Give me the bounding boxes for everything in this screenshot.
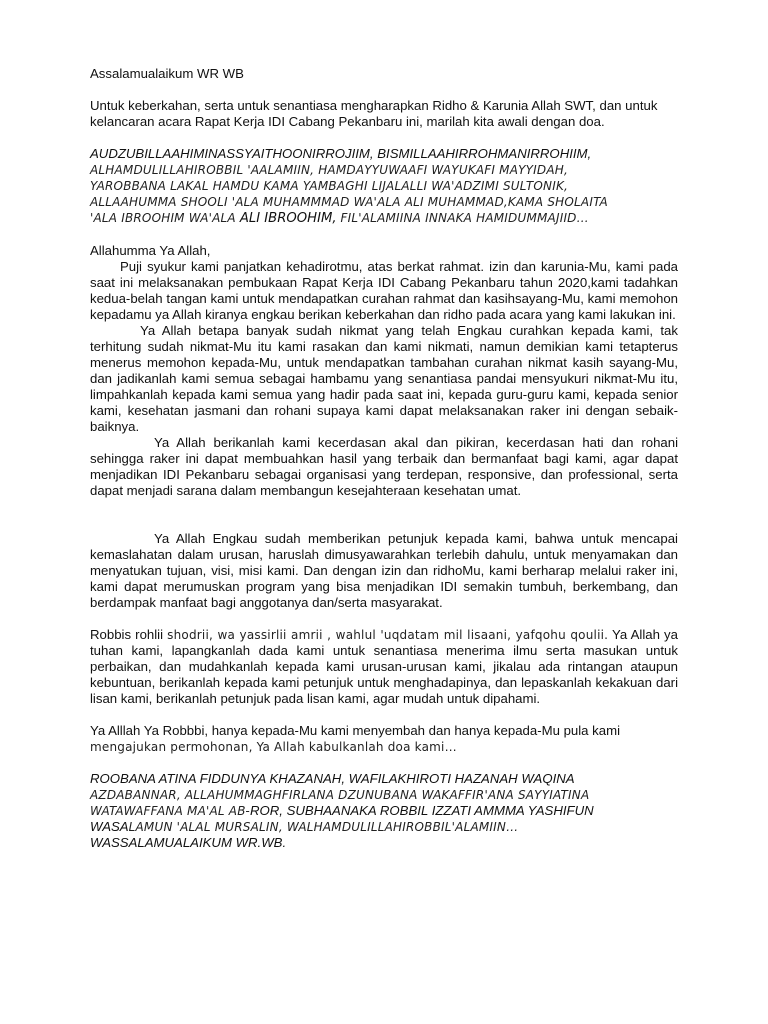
- opening-prayer-line-5b: ALI IBROOHIM,: [239, 211, 337, 226]
- paragraph-3: Ya Allah berikanlah kami kecerdasan akal dan pikiran, kecerdasan hati dan rohani sehingga raker ini dapat membuahkan hasil yang terbaik dan bermanfaat bagi kami, agar dapat menjadikan IDI Pekanbaru sebagai organisasi yang terdepan, responsive, dan professional, serta dapat menjadi sarana dalam membangun kesejahteraan kesehatan umat.: [90, 435, 678, 498]
- opening-prayer-line-2: ALHAMDULILLAHIROBBIL 'AALAMIIN, HAMDAYYUWAAFI WAYUKAFI MAYYIDAH,: [90, 163, 568, 177]
- paragraph-1: Puji syukur kami panjatkan kehadirotmu, atas berkat rahmat. izin dan karunia-Mu, kami pada saat ini melaksanakan pembukaan Rapat Kerja IDI Cabang Pekanbaru tahun 2020,kami tadahkan kedua-belah tangan kami untuk mendapatkan curahan rahmat dan kasihsayang-Mu, kami memohon kepadamu ya Allah kiranya engkau berikan keberkahan dan ridho pada acara yang kami lakukan ini.: [90, 259, 678, 322]
- closing-prayer: [90, 771, 678, 851]
- paragraph-5-rest: Ya Allah ya tuhan kami, lapangkanlah dada kami untuk senantiasa menerima ilmu serta masukan untuk perbaikan, dan mudahkanlah kepada kami urusan-urusan kami, jikalau ada rintangan ataupun kebuntuan, berikanlah kepada kami petunjuk untuk menghadapinya, dan lepaskanlah kekakuan dari lisan kami, berikanlah petunjuk pada lisan kami, agar mudah untuk dipahami.: [90, 627, 678, 706]
- document-page: [90, 66, 678, 851]
- paragraph-4: Ya Allah Engkau sudah memberikan petunjuk kepada kami, bahwa untuk mencapai kemaslahatan dalam urusan, haruslah dimusyawarahkan terlebih dahulu, untuk menyamakan dan menyatukan tujuan, visi, misi kami. Dan dengan izin dan ridhoMu, kami berharap melalui raker ini, kami dapat merumuskan program yang bisa menjadikan IDI semakin tumbuh, berkembang, dan berdampak manfaat bagi anggotanya dan/serta masyarakat.: [90, 531, 678, 610]
- paragraph-5: [90, 627, 678, 707]
- salutation: Allahumma Ya Allah,: [90, 243, 211, 258]
- closing-prayer-line-4: [90, 819, 678, 835]
- closing-prayer-line-3: [90, 803, 678, 819]
- opening-prayer-line-5a: 'ALA IBROOHIM WA'ALA: [90, 211, 240, 225]
- opening-prayer-line-3: YAROBBANA LAKAL HAMDU KAMA YAMBAGHI LIJALALLI WA'ADZIMI SULTONIK,: [90, 179, 569, 193]
- intro-paragraph: Untuk keberkahan, serta untuk senantiasa mengharapkan Ridho & Karunia Allah SWT, dan untuk kelancaran acara Rapat Kerja IDI Cabang Pekanbaru ini, marilah kita awali dengan doa.: [90, 98, 658, 129]
- closing-prayer-line-1: ROOBANA ATINA FIDDUNYA KHAZANAH, WAFILAKHIROTI HAZANAH WAQINA: [90, 771, 575, 786]
- paragraph-2: Ya Allah betapa banyak sudah nikmat yang telah Engkau curahkan kepada kami, tak terhitung sudah nikmat-Mu itu kami rasakan dan kami nikmati, namun demikian kami tetapterus menerus memohon kepada-Mu, untuk mendapatkan tambahan curahan nikmat kasih sayang-Mu, dan jadikanlah kami semua sebagai hambamu yang senantiasa pandai mensyukuri nikmat-Mu itu, limpahkanlah kepada kami semua yang hadir pada saat ini, kepada guru-guru kami, kepada senior kami, kesehatan jasmani dan rohani supaya kami dapat melaksanakan raker ini dengan sebaik-baiknya.: [90, 323, 678, 434]
- closing-prayer-line-3a: WATAWAFFANA MA'AL AB-: [90, 804, 250, 818]
- greeting: Assalamualaikum WR WB: [90, 66, 244, 81]
- closing-prayer-line-3b: ROR, SUBHAANAKA ROBBIL IZZATI AMMMA YASHIFUN: [249, 803, 594, 818]
- opening-prayer-line-1: AUDZUBILLAAHIMINASSYAITHOONIRROJIIM, BISMILLAAHIRROHMANIRROHIIM,: [90, 146, 592, 161]
- opening-prayer-line-4: ALLAAHUMMA SHOOLI 'ALA MUHAMMMAD WA'ALA ALI MUHAMMAD,KAMA SHOLAITA: [90, 195, 608, 209]
- paragraph-5-arabic: shodrii, wa yassirlii amrii , wahlul 'uqdatam mil lisaani, yafqohu qoulii.: [167, 628, 609, 642]
- closing-prayer-line-4a: WASA: [90, 819, 129, 834]
- closing-prayer-line-4b: LAMUN 'ALAL MURSALIN, WALHAMDULILLAHIROBBIL'ALAMIIN…: [128, 820, 519, 834]
- closing-prayer-line-2: AZDABANNAR, ALLAHUMMAGHFIRLANA DZUNUBANA WAKAFFIR'ANA SAYYIATINA: [90, 788, 590, 802]
- paragraph-5-start: Robbis rohlii: [90, 627, 168, 642]
- opening-prayer-line-5: [90, 210, 678, 227]
- opening-prayer-line-5c: FIL'ALAMIINA INNAKA HAMIDUMMAJIID…: [336, 211, 589, 225]
- paragraph-6-line-2: mengajukan permohonan, Ya Allah kabulkanlah doa kami…: [90, 740, 457, 754]
- paragraph-6-line-1: Ya Alllah Ya Robbbi, hanya kepada-Mu kami menyembah dan hanya kepada-Mu pula kami: [90, 723, 621, 738]
- opening-prayer: [90, 146, 678, 227]
- paragraph-6: [90, 723, 678, 755]
- closing-prayer-line-5: WASSALAMUALAIKUM WR.WB.: [90, 835, 287, 850]
